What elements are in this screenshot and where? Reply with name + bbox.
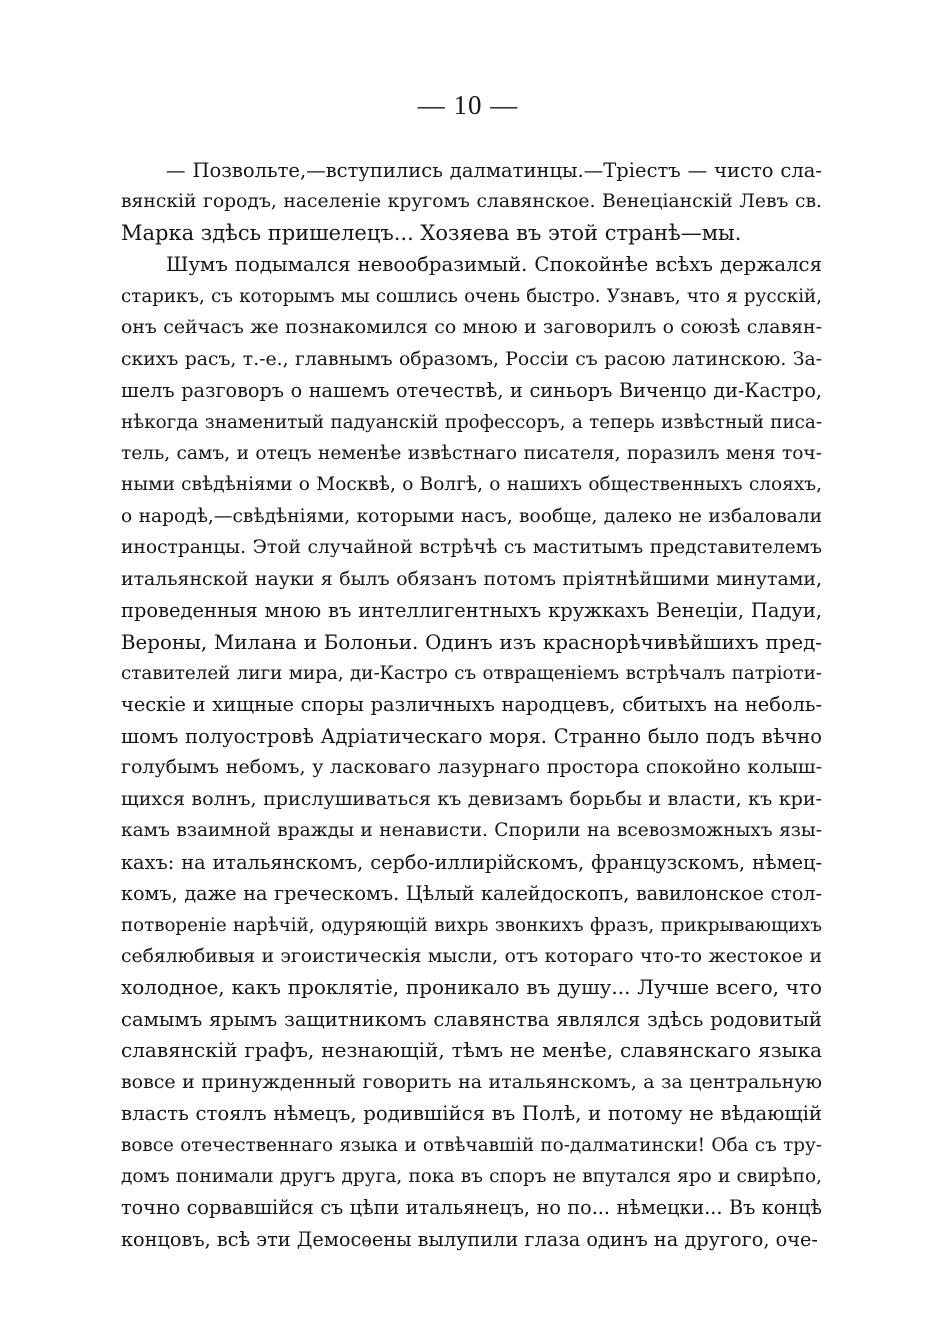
text-line: голубымъ небомъ, у ласковаго лазурнаго простора спокойно колыш- bbox=[121, 756, 822, 779]
text-line: — Позвольте,—вступились далматинцы.—Тріестъ — чисто сла- bbox=[166, 159, 822, 182]
body-text bbox=[121, 155, 822, 1255]
text-line: скихъ расъ, т.-е., главнымъ образомъ, Россіи съ расою латинскою. За- bbox=[121, 348, 822, 370]
text-line: ными свѣдѣніями о Москвѣ, о Волгѣ, о нашихъ общественныхъ слояхъ, bbox=[121, 474, 822, 496]
text-line: потвореніе нарѣчій, одуряющій вихрь звонкихъ фразъ, прикрывающихъ bbox=[121, 914, 822, 936]
text-line: ставителей лиги мира, ди-Кастро съ отвращеніемъ встрѣчалъ патріоти- bbox=[121, 663, 822, 684]
text-line: Марка здѣсь пришелецъ... Хозяева въ этой странѣ—мы. bbox=[121, 220, 742, 245]
text-line: концовъ, всѣ эти Демосѳены вылупили глаза одинъ на другого, оче- bbox=[121, 1227, 818, 1251]
text-line: власть стоялъ нѣмецъ, родившійся въ Полѣ, и потому не вѣдающій bbox=[121, 1102, 822, 1126]
text-line: о народѣ,—свѣдѣніями, которыми насъ, вообще, далеко не избаловали bbox=[121, 505, 822, 527]
text-line: шомъ полуостровѣ Адріатическаго моря. Странно было подъ вѣчно bbox=[121, 724, 822, 748]
text-line: славянскій графъ, незнающій, тѣмъ не менѣе, славянскаго языка bbox=[121, 1038, 822, 1063]
text-line: камъ взаимной вражды и ненависти. Спорили на всевозможныхъ язы- bbox=[121, 820, 822, 842]
text-line: ческіе и хищные споры различныхъ народцевъ, сбитыхъ на неболь- bbox=[121, 693, 822, 717]
text-line: холодное, какъ проклятіе, проникало въ душу... Лучше всего, что bbox=[121, 975, 822, 1000]
text-line: иностранцы. Этой случайной встрѣчѣ съ маститымъ представителемъ bbox=[121, 537, 822, 559]
text-line: точно сорвавшійся съ цѣпи итальянецъ, но по... нѣмецки... Въ концѣ bbox=[121, 1196, 822, 1220]
text-line: кахъ: на итальянскомъ, сербо-иллирійскомъ, французскомъ, нѣмец- bbox=[121, 850, 822, 874]
text-line: самымъ ярымъ защитникомъ славянства являлся здѣсь родовитый bbox=[121, 1007, 822, 1031]
text-line: щихся волнъ, прислушиваться къ девизамъ борьбы и власти, къ кри- bbox=[121, 787, 822, 810]
text-line: вовсе отечественнаго языка и отвѣчавшій по-далматински! Оба съ тру- bbox=[121, 1134, 822, 1156]
text-line: Вероны, Милана и Болоньи. Одинъ изъ краснорѣчивѣйшихъ пред- bbox=[121, 630, 822, 654]
text-line: комъ, даже на греческомъ. Цѣлый калейдоскопъ, вавилонское стол- bbox=[121, 882, 822, 906]
text-line: домъ понимали другъ друга, пока въ споръ не впутался яро и свирѣпо, bbox=[121, 1166, 822, 1187]
text-line: старикъ, съ которымъ мы сошлись очень быстро. Узнавъ, что я русскій, bbox=[121, 285, 822, 307]
text-line: Шумъ подымался невообразимый. Спокойнѣе всѣхъ держался bbox=[166, 253, 822, 277]
text-line: итальянской науки я былъ обязанъ потомъ пріятнѣйшими минутами, bbox=[121, 567, 822, 590]
text-line: онъ сейчасъ же познакомился со мною и заговорилъ о союзѣ славян- bbox=[121, 316, 822, 339]
text-line: вянскій городъ, населеніе кругомъ славянское. Венеціанскій Левъ св. bbox=[121, 191, 822, 213]
text-line: вовсе и принужденный говорить на итальянскомъ, а за центральную bbox=[121, 1070, 822, 1093]
text-line: нѣкогда знаменитый падуанскій профессоръ, а теперь извѣстный писа- bbox=[121, 411, 822, 433]
page-number: — 10 — bbox=[417, 90, 519, 120]
text-line: тель, самъ, и отецъ неменѣе извѣстнаго писателя, поразилъ меня точ- bbox=[121, 442, 822, 464]
text-line: себялюбивыя и эгоистическія мысли, отъ котораго что-то жестокое и bbox=[121, 945, 822, 967]
text-line: шелъ разговоръ о нашемъ отечествѣ, и синьоръ Виченцо ди-Кастро, bbox=[121, 379, 822, 403]
text-line: проведенныя мною въ интеллигентныхъ кружкахъ Венеціи, Падуи, bbox=[121, 599, 822, 623]
